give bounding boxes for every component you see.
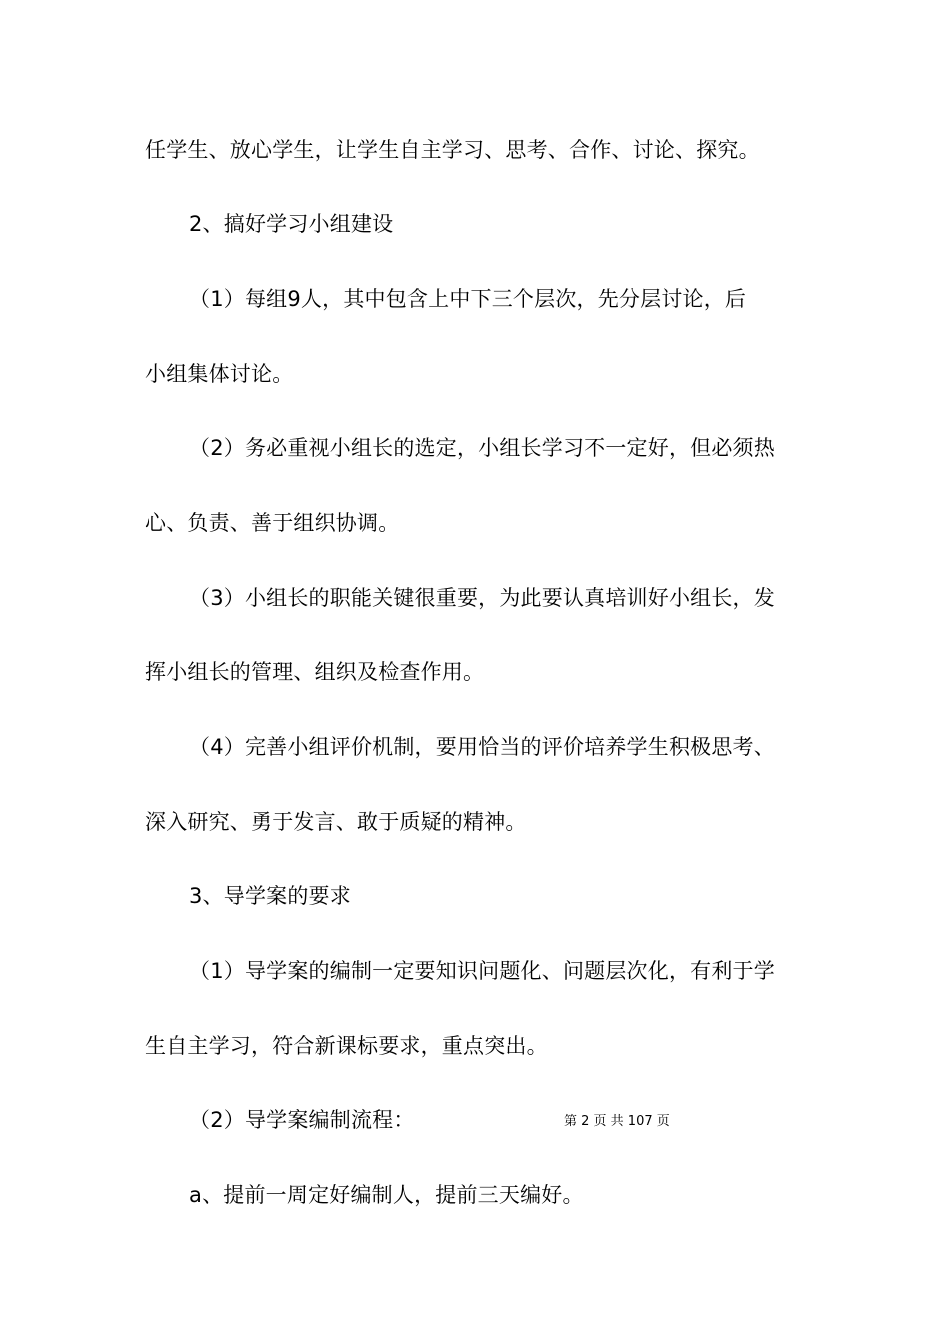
text-line-15: a、提前一周定好编制人，提前三天编好。 xyxy=(189,1183,584,1207)
text-line-6: 心、负责、善于组织协调。 xyxy=(145,511,400,535)
text-line-14: （2）导学案编制流程： xyxy=(189,1108,415,1132)
text-line-7: （3）小组长的职能关键很重要，为此要认真培训好小组长，发 xyxy=(189,586,775,610)
text-line-1: 任学生、放心学生，让学生自主学习、思考、合作、讨论、探究。 xyxy=(145,138,760,162)
page-number: 第 2 页 共 107 页 xyxy=(564,1114,670,1129)
text-line-4: 小组集体讨论。 xyxy=(145,362,294,386)
text-line-10: 深入研究、勇于发言、敢于质疑的精神。 xyxy=(145,810,527,834)
text-line-8: 挥小组长的管理、组织及检查作用。 xyxy=(145,660,485,684)
section-heading-2: 2、搞好学习小组建设 xyxy=(189,212,394,236)
text-line-13: 生自主学习，符合新课标要求，重点突出。 xyxy=(145,1034,548,1058)
section-heading-3: 3、导学案的要求 xyxy=(189,884,351,908)
text-line-9: （4）完善小组评价机制，要用恰当的评价培养学生积极思考、 xyxy=(189,735,775,759)
text-line-3: （1）每组9人，其中包含上中下三个层次，先分层讨论，后 xyxy=(189,287,747,311)
text-line-12: （1）导学案的编制一定要知识问题化、问题层次化，有利于学 xyxy=(189,959,775,983)
text-line-5: （2）务必重视小组长的选定，小组长学习不一定好，但必须热 xyxy=(189,436,775,460)
